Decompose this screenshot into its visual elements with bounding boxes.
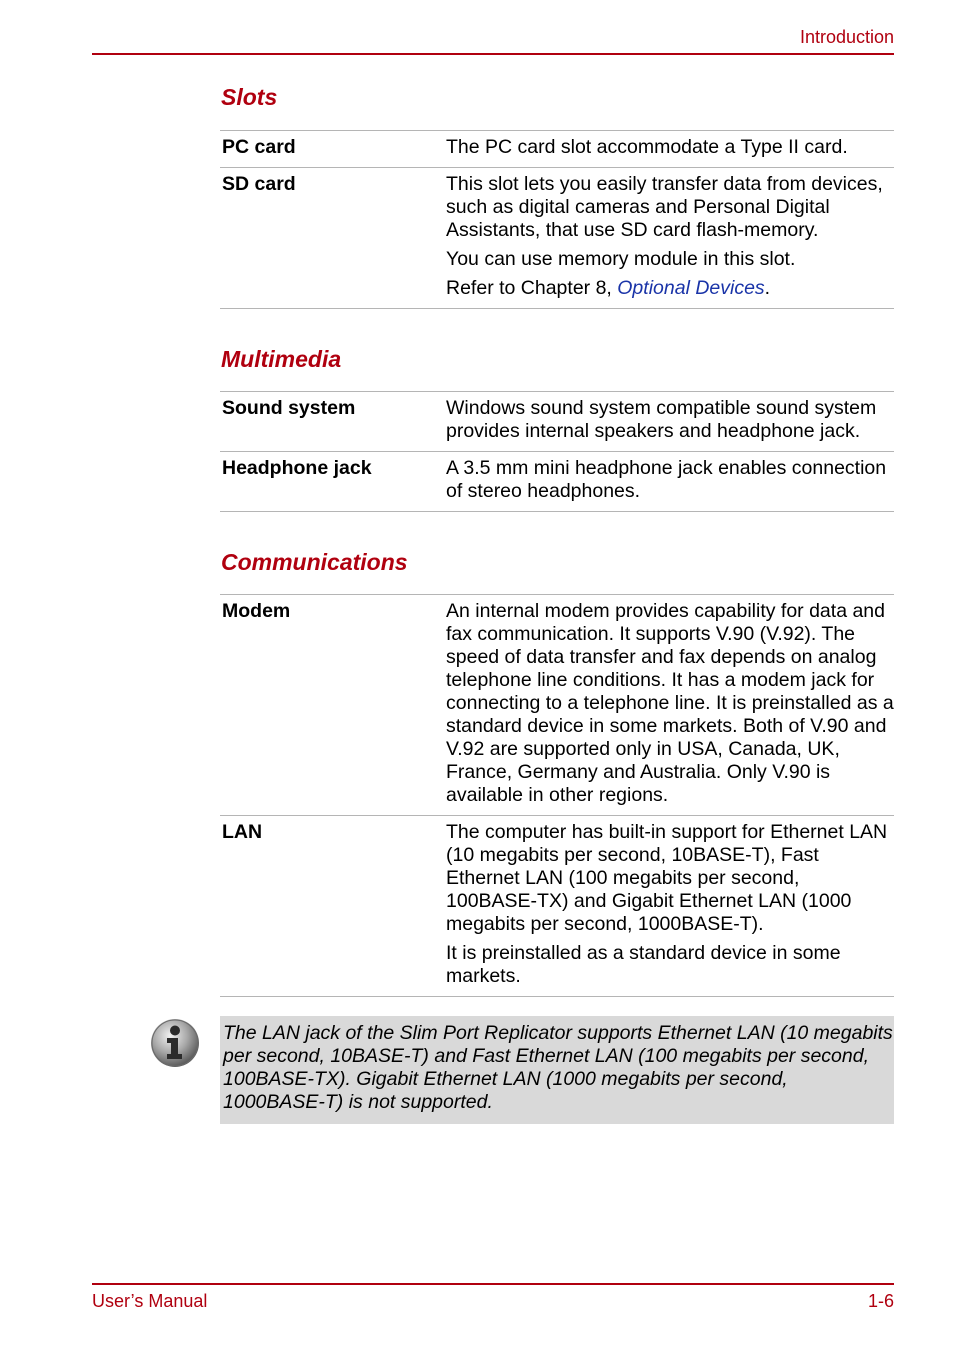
description-paragraph: The PC card slot accommodate a Type II card. — [446, 136, 848, 158]
reference-suffix: . — [764, 277, 771, 299]
slots-table — [220, 130, 894, 309]
section-heading-slots: Slots — [221, 84, 278, 110]
running-header: Introduction — [799, 27, 894, 47]
footer-rule — [92, 1283, 894, 1285]
row-term: Sound system — [222, 397, 356, 419]
table-row — [220, 451, 894, 512]
footer-manual-title: User’s Manual — [92, 1291, 208, 1311]
row-description — [446, 821, 894, 988]
section-heading-communications: Communications — [221, 549, 408, 575]
description-paragraph: An internal modem provides capability for data and fax communication. It supports V.90 (V.92). The speed of data transfer and fax depends on analog telephone line conditions. It has a modem jack for connecting to a telephone line. It is preinstalled as a standard device in some markets. Both of V.90 and V.92 are supported only in USA, Canada, UK, France, Germany and Australia. Only V.90 is available in other regions. — [446, 600, 894, 806]
row-term: Modem — [222, 600, 291, 622]
optional-devices-link[interactable]: Optional Devices — [617, 277, 765, 299]
note-box: The LAN jack of the Slim Port Replicator supports Ethernet LAN (10 megabits per second, 10BASE-T) and Fast Ethernet LAN (100 megabits per second, 100BASE-TX). Gigabit Ethernet LAN (1000 megabits per second, 1000BASE-T) is not supported. — [220, 1016, 894, 1124]
table-row — [220, 594, 894, 815]
description-paragraph: Windows sound system compatible sound system provides internal speakers and headphone jack. — [446, 397, 877, 442]
section-heading-multimedia: Multimedia — [221, 346, 342, 372]
multimedia-table — [220, 391, 894, 512]
table-row — [220, 130, 894, 167]
row-term: SD card — [222, 173, 296, 195]
row-description — [446, 457, 894, 503]
row-term: LAN — [222, 821, 263, 843]
description-paragraph: This slot lets you easily transfer data from devices, such as digital cameras and Personal Digital Assistants, that use SD card flash-memory. — [446, 173, 883, 241]
table-row — [220, 167, 894, 309]
info-icon — [150, 1018, 200, 1068]
row-term: Headphone jack — [222, 457, 372, 479]
row-description — [446, 600, 894, 807]
row-description — [446, 173, 894, 300]
row-description — [446, 397, 894, 443]
communications-table — [220, 594, 894, 997]
table-row — [220, 815, 894, 997]
description-paragraph: You can use memory module in this slot. — [446, 248, 796, 270]
chapter-reference — [446, 277, 894, 300]
page-number: 1-6 — [867, 1291, 894, 1311]
table-row — [220, 391, 894, 451]
reference-prefix: Refer to Chapter 8, — [446, 277, 618, 299]
header-rule — [92, 53, 894, 55]
row-description — [446, 136, 894, 159]
description-paragraph: It is preinstalled as a standard device in some markets. — [446, 942, 841, 987]
row-term: PC card — [222, 136, 296, 158]
description-paragraph: The computer has built-in support for Ethernet LAN (10 megabits per second, 10BASE-T), Fast Ethernet LAN (100 megabits per second, 100BASE-TX) and Gigabit Ethernet LAN (1000 megabits per second, 1000BASE-T). — [446, 821, 888, 935]
description-paragraph: A 3.5 mm mini headphone jack enables connection of stereo headphones. — [446, 457, 887, 502]
